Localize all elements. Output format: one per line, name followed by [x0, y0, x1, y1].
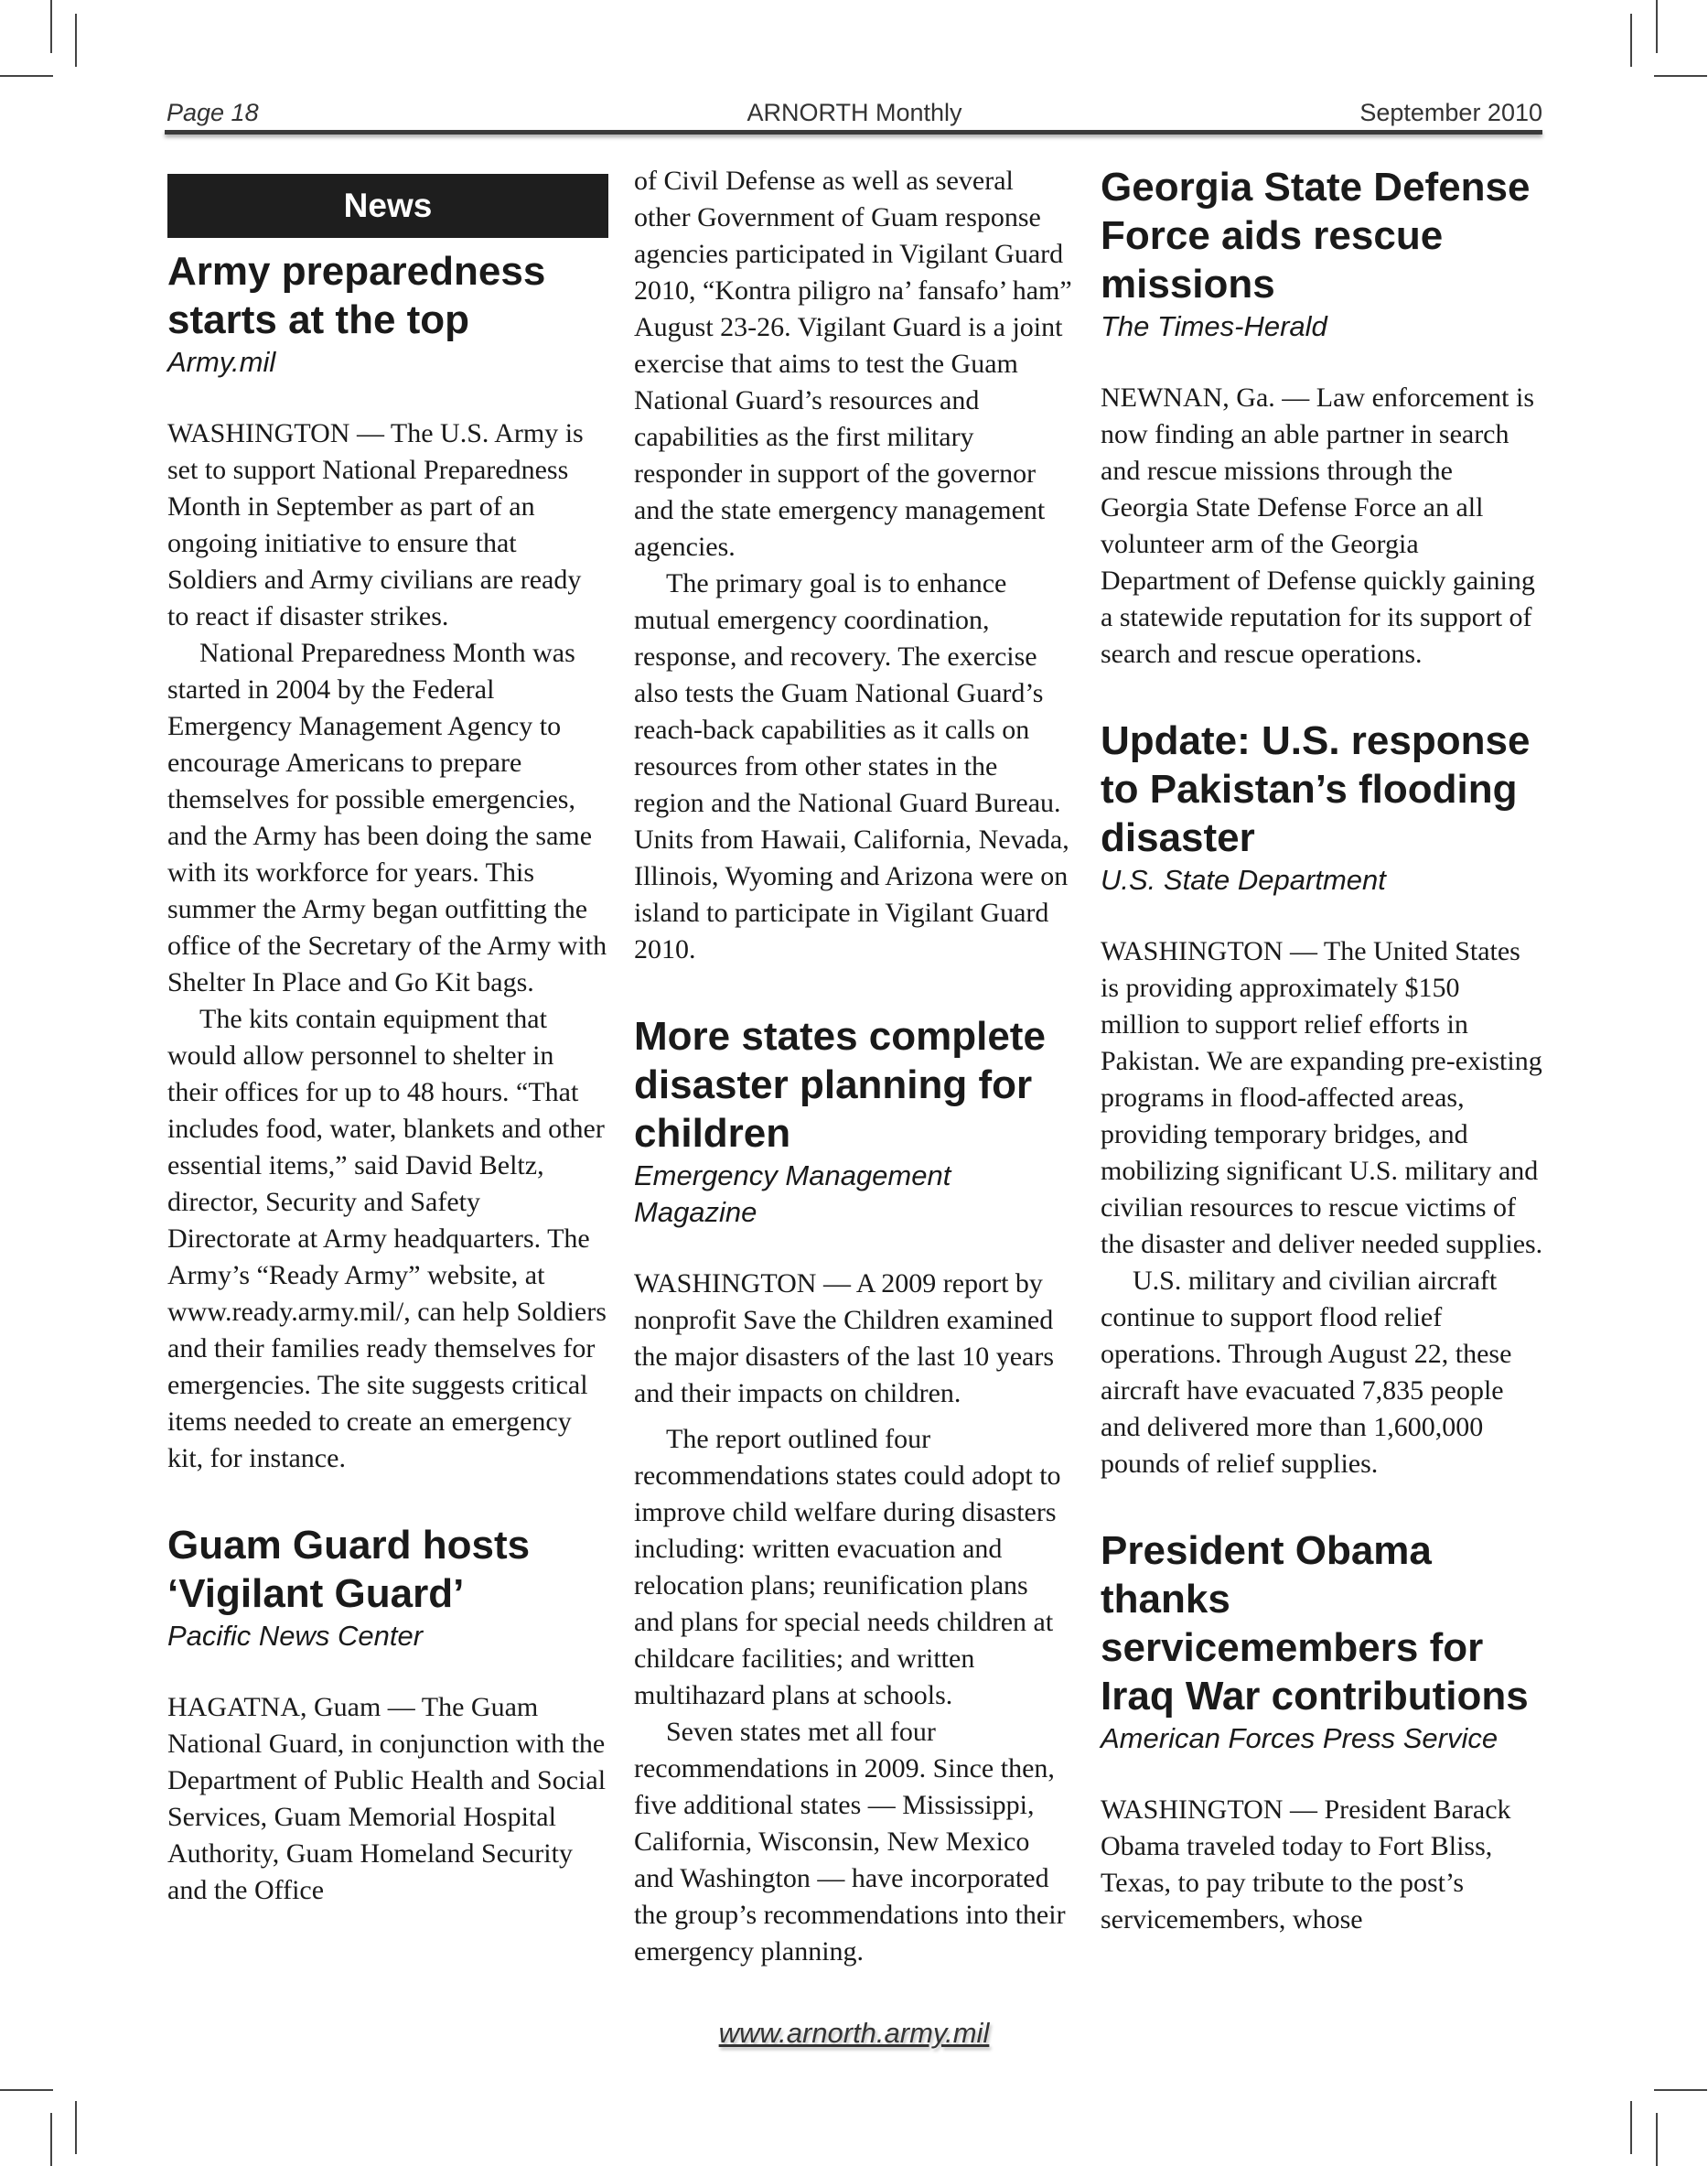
header-rule	[165, 130, 1542, 135]
crop-mark	[50, 0, 52, 53]
page-footer	[0, 2017, 1708, 2050]
article-title: More states complete disaster planning for children	[634, 1014, 1046, 1156]
page-header	[167, 99, 1542, 128]
crop-mark	[1654, 75, 1707, 77]
crop-mark	[1630, 2101, 1632, 2154]
article-title: President Obama thanks servicemembers for Iraq War contributions	[1101, 1528, 1529, 1719]
article-paragraph: NEWNAN, Ga. — Law enforcement is now finding an able partner in search and rescue missions through the Georgia State Defense Force an all volunteer arm of the Georgia Department of Defense quickly gaining a statewide reputation for its support of search and rescue operations.	[1101, 383, 1535, 669]
column-1	[167, 163, 608, 1909]
article-source: U.S. State Department	[1101, 864, 1386, 896]
article-paragraph: WASHINGTON — The U.S. Army is set to support National Preparedness Month in September as part of an ongoing initiative to ensure that Soldiers and Army civilians are ready to react if disaster strikes.	[167, 418, 584, 631]
page-number: Page 18	[167, 99, 259, 126]
article-paragraph: Seven states met all four recommendations in 2009. Since then, five additional states — Mississippi, California, Wisconsin, New Mexico and Washington — have incorporated the group’s recommendations into their emergency planning.	[634, 1717, 1066, 1967]
article-paragraph: National Preparedness Month was started in 2004 by the Federal Emergency Management Agency to encourage Americans to prepare themselves for possible emergencies, and the Army has been doing the same with its workforce for years. This summer the Army began outfitting the office of the Secretary of the Army with Shelter In Place and Go Kit bags.	[167, 638, 607, 997]
article-title: Update: U.S. response to Pakistan’s flooding disaster	[1101, 718, 1531, 860]
column-3	[1101, 163, 1543, 1938]
article-paragraph-continued: of Civil Defense as well as several other Government of Guam response agencies participated in Vigilant Guard 2010, “Kontra piligro na’ fansafo’ ham” August 23-26. Vigilant Guard is a joint exercise that aims to test the Guam National Guard’s resources and capabilities as the first military responder in support of the governor and the state emergency management agencies.	[634, 166, 1072, 562]
crop-mark	[0, 75, 53, 77]
crop-mark	[50, 2113, 52, 2166]
article-source: Pacific News Center	[167, 1620, 424, 1652]
website-link[interactable]: www.arnorth.army.mil	[718, 2017, 990, 2049]
article-source: The Times-Herald	[1101, 310, 1327, 342]
article-paragraph: U.S. military and civilian aircraft continue to support flood relief operations. Through August 22, these aircraft have evacuated 7,835 people and delivered more than 1,600,000 pounds of relief supplies.	[1101, 1266, 1512, 1479]
section-banner: News	[167, 174, 608, 238]
column-2	[634, 163, 1073, 1970]
article-source: Emergency Management Magazine	[634, 1159, 951, 1228]
article-paragraph: The primary goal is to enhance mutual emergency coordination, response, and recovery. The exercise also tests the Guam National Guard’s reach-back capabilities as it calls on resources from other states in the region and the National Guard Bureau. Units from Hawaii, California, Nevada, Illinois, Wyoming and Arizona were on island to participate in Vigilant Guard 2010.	[634, 568, 1069, 964]
article-paragraph: WASHINGTON — President Barack Obama traveled today to Fort Bliss, Texas, to pay tribute to the post’s servicemembers, whose	[1101, 1794, 1511, 1934]
crop-mark	[75, 14, 77, 67]
article-source: Army.mil	[167, 346, 276, 378]
publication-title: ARNORTH Monthly	[747, 99, 962, 126]
crop-mark	[1656, 2113, 1658, 2166]
article-title: Guam Guard hosts ‘Vigilant Guard’	[167, 1523, 531, 1616]
issue-date: September 2010	[1359, 99, 1542, 126]
article-title: Georgia State Defense Force aids rescue missions	[1101, 165, 1531, 307]
article-paragraph: WASHINGTON — A 2009 report by nonprofit Save the Children examined the major disasters of the last 10 years and their impacts on children.	[634, 1268, 1055, 1408]
crop-mark	[1656, 0, 1658, 53]
crop-mark	[0, 2089, 53, 2091]
crop-mark	[1630, 14, 1632, 67]
article-paragraph: The kits contain equipment that would allow personnel to shelter in their offices for up to 48 hours. “That includes food, water, blankets and other essential items,” said David Beltz, director, Security and Safety Directorate at Army headquarters. The Army’s “Ready Army” website, at www.ready.army.mil/, can help Soldiers and their families ready themselves for emergencies. The site suggests critical items needed to create an emergency kit, for instance.	[167, 1004, 607, 1473]
article-source: American Forces Press Service	[1101, 1722, 1499, 1754]
article-paragraph: The report outlined four recommendations states could adopt to improve child welfare during disasters including: written evacuation and relocation plans; reunification plans and plans for special needs children at childcare facilities; and written multihazard plans at schools.	[634, 1424, 1061, 1710]
crop-mark	[75, 2101, 77, 2154]
article-paragraph: HAGATNA, Guam — The Guam National Guard, in conjunction with the Department of Public Health and Social Services, Guam Memorial Hospital Authority, Guam Homeland Security and the Office	[167, 1692, 607, 1905]
article-title: Army preparedness starts at the top	[167, 249, 546, 342]
crop-mark	[1654, 2089, 1707, 2091]
article-paragraph: WASHINGTON — The United States is providing approximately $150 million to support relief efforts in Pakistan. We are expanding pre-existing programs in flood-affected areas, providing temporary bridges, and mobilizing significant U.S. military and civilian resources to rescue victims of the disaster and deliver needed supplies.	[1101, 936, 1543, 1259]
